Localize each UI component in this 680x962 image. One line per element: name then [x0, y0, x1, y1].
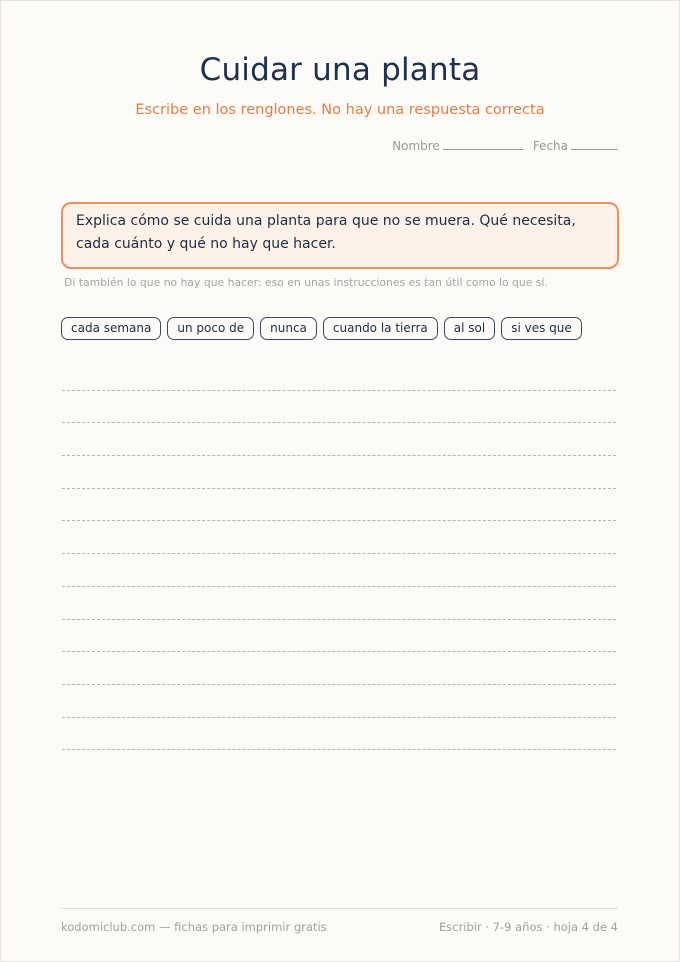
footer-site: kodomiclub.com — fichas para imprimir gratis — [61, 920, 327, 934]
writing-line[interactable] — [62, 652, 616, 685]
writing-line[interactable] — [62, 521, 616, 554]
footer-divider — [61, 908, 618, 909]
name-date-fields — [392, 139, 618, 153]
writing-line[interactable] — [62, 620, 616, 653]
writing-line[interactable] — [62, 391, 616, 424]
date-blank[interactable] — [571, 149, 618, 150]
word-bank — [61, 317, 582, 340]
writing-line[interactable] — [62, 718, 616, 751]
word-chip[interactable]: un poco de — [167, 317, 254, 340]
name-label: Nombre — [392, 139, 440, 153]
page-subtitle: Escribe en los renglones. No hay una respuesta correcta — [135, 102, 545, 118]
hint-text: Di también lo que no hay que hacer: eso en unas instrucciones es tan útil como lo que sí. — [64, 276, 548, 289]
writing-line[interactable] — [62, 456, 616, 489]
page-title: Cuidar una planta — [199, 52, 481, 88]
name-blank[interactable] — [443, 149, 523, 150]
word-chip[interactable]: al sol — [444, 317, 495, 340]
writing-line[interactable] — [62, 587, 616, 620]
writing-area[interactable] — [62, 358, 616, 750]
writing-line[interactable] — [62, 685, 616, 718]
word-chip[interactable]: nunca — [260, 317, 317, 340]
writing-line[interactable] — [62, 423, 616, 456]
date-field[interactable] — [533, 139, 618, 153]
word-chip[interactable]: cuando la tierra — [323, 317, 438, 340]
writing-line[interactable] — [62, 554, 616, 587]
writing-line[interactable] — [62, 489, 616, 522]
name-field[interactable] — [392, 139, 523, 153]
writing-line[interactable] — [62, 358, 616, 391]
date-label: Fecha — [532, 139, 568, 153]
word-chip[interactable]: si ves que — [501, 317, 582, 340]
word-chip[interactable]: cada semana — [61, 317, 161, 340]
writing-prompt: Explica cómo se cuida una planta para que no se muera. Qué necesita, cada cuánto y qué no hay que hacer. — [61, 202, 619, 269]
footer-info: Escribir · 7-9 años · hoja 4 de 4 — [438, 920, 618, 934]
